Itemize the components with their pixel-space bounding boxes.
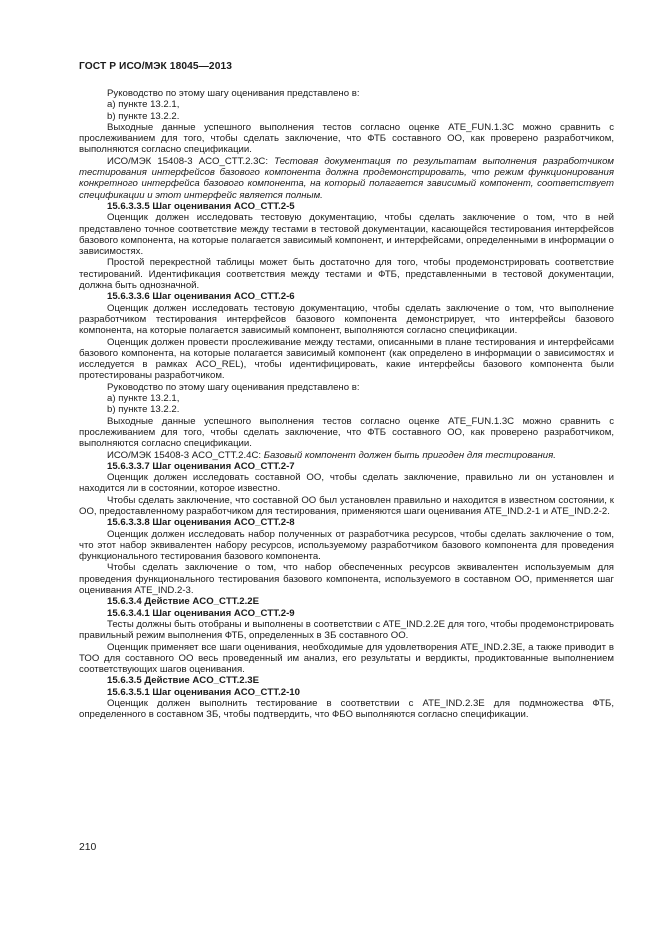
paragraph: Чтобы сделать заключение о том, что набор обеспеченных ресурсов эквивалентен используемым для проведения функционального тестирования базового компонента, используемого в составном ОО, применяется шаг оценивания ATE_IND.2-3. [79, 562, 614, 597]
paragraph: a) пункте 13.2.1, [107, 99, 180, 111]
section-heading: 15.6.3.5 Действие ACO_CTT.2.3E [107, 675, 259, 687]
reference-requirement: Базовый компонент должен быть пригоден для тестирования. [263, 449, 556, 461]
reference-requirement: Тестовая документация по результатам выполнения разработчиком тестирования интерфейсов базового компонента должна продемонстрировать, что режим функционирования конкретного интерфейса базового компонента, на который полагается зависимый компонент, соответствует спецификации и этот интерфейс является полным. [79, 155, 614, 201]
paragraph: Выходные данные успешного выполнения тестов согласно оценке ATE_FUN.1.3C можно сравнить с прослеживанием для того, чтобы сделать заключение, что ФТБ составного ОО, как проверено разработчиком, выполняются согласно спецификации. [79, 121, 614, 156]
paragraph: Простой перекрестной таблицы может быть достаточно для того, чтобы продемонстрировать соответствие тестирований. Идентификация соответствия между тестами и ФТБ, представленными в тестовой документации, должна быть однозначной. [79, 257, 614, 292]
document-body [79, 88, 614, 721]
paragraph: Оценщик применяет все шаги оценивания, необходимые для удовлетворения ATE_IND.2.3E, а также приводит в ТОО для составного ОО весь проведенный им анализ, его результаты и вердикты, продиктованные выполнением соответствующих шагов оценивания. [79, 641, 614, 676]
section-heading: 15.6.3.3.5 Шаг оценивания ACO_CTT.2-5 [107, 200, 295, 212]
standard-reference [79, 450, 614, 461]
page-number: 210 [79, 842, 97, 853]
paragraph: b) пункте 13.2.2. [107, 110, 180, 122]
paragraph: Оценщик должен выполнить тестирование в соответствии с ATE_IND.2.3E для подмножества ФТБ, определенного в составном ЗБ, чтобы подтвердить, что ФБО выполняются согласно спецификации. [79, 698, 614, 721]
section-heading: 15.6.3.3.6 Шаг оценивания ACO_CTT.2-6 [107, 291, 295, 303]
section-heading: 15.6.3.3.8 Шаг оценивания ACO_CTT.2-8 [107, 517, 295, 529]
paragraph: Руководство по этому шагу оценивания представлено в: [107, 88, 360, 99]
reference-code: ИСО/МЭК 15408-3 ACO_CTT.2.3C: [107, 155, 275, 167]
paragraph: b) пункте 13.2.2. [107, 404, 180, 416]
paragraph: Оценщик должен исследовать набор полученных от разработчика ресурсов, чтобы сделать заключение о том, что этот набор эквивалентен набору ресурсов, используемому разработчиком базового компонента для проведения функционального тестирования базового компонента. [79, 528, 614, 563]
standard-reference [79, 156, 614, 201]
paragraph: Оценщик должен исследовать тестовую документацию, чтобы сделать заключение о том, что в ней представлено точное соответствие между тестами в тестовой документации, касающейся тестирования интерфейсов базового компонента, на которые полагается зависимый компонент, и интерфейсами, определенными в информации о зависимостях. [79, 212, 614, 258]
paragraph: a) пункте 13.2.1, [107, 393, 180, 405]
paragraph: Оценщик должен исследовать тестовую документацию, чтобы сделать заключение о том, что выполнение разработчиком тестирования интерфейсов базового компонента демонстрирует, что интерфейсы базового компонента, на которые полагается зависимый компонент, выполняются согласно спецификации. [79, 302, 614, 337]
paragraph: Руководство по этому шагу оценивания представлено в: [107, 381, 360, 393]
paragraph: Выходные данные успешного выполнения тестов согласно оценке ATE_FUN.1.3C можно сравнить с прослеживанием для того, чтобы сделать заключение, что ФТБ составного ОО, как проверено разработчиком, выполняются согласно спецификации. [79, 415, 614, 450]
section-heading: 15.6.3.4.1 Шаг оценивания ACO_CTT.2-9 [107, 607, 295, 619]
paragraph: Тесты должны быть отобраны и выполнены в соответствии с ATE_IND.2.2E для того, чтобы продемонстрировать правильный режим выполнения ФТБ, определенных в ЗБ составного ОО. [79, 618, 614, 642]
page-header: ГОСТ Р ИСО/МЭК 18045—2013 [79, 61, 232, 72]
reference-code: ИСО/МЭК 15408-3 ACO_CTT.2.4C: [107, 449, 264, 461]
paragraph: Оценщик должен исследовать составной ОО, чтобы сделать заключение, правильно ли он установлен и находится ли в состоянии, которое известно. [79, 472, 614, 495]
section-heading: 15.6.3.4 Действие ACO_CTT.2.2E [107, 596, 259, 608]
paragraph: Оценщик должен провести прослеживание между тестами, описанными в плане тестирования и интерфейсами базового компонента, на которые полагается зависимый компонент (как определено в информации о зависимостях и исследуется в рамках ACO_REL), чтобы идентифицировать, какие интерфейсы базового компонента были протестированы разработчиком. [79, 336, 614, 382]
section-heading: 15.6.3.3.7 Шаг оценивания ACO_CTT.2-7 [107, 460, 295, 472]
paragraph: Чтобы сделать заключение, что составной ОО был установлен правильно и находится в известном состоянии, к ОО, предоставленному разработчиком для тестирования, применяются шаги оценивания ATE_IND.2-1 и ATE_IND.2-2. [79, 494, 614, 517]
section-heading: 15.6.3.5.1 Шаг оценивания ACO_CTT.2-10 [107, 686, 300, 698]
